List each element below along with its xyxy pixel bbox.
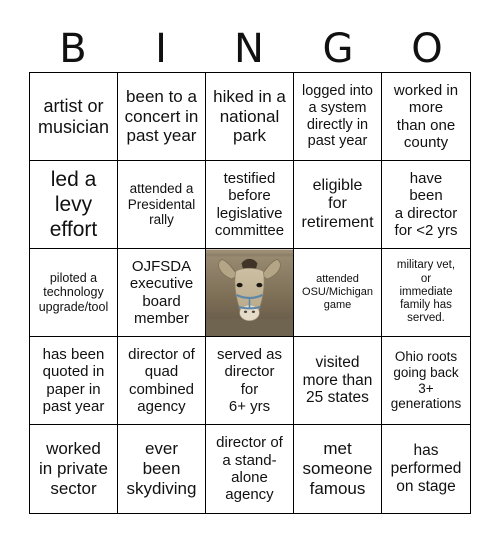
- bingo-cell-r1c2[interactable]: been to a concert in past year: [118, 73, 206, 161]
- bingo-cell-r5c5[interactable]: has performed on stage: [390, 442, 462, 495]
- bingo-header: [29, 26, 471, 72]
- bingo-cell-r5c4[interactable]: met someone famous: [294, 425, 382, 513]
- header-letter-i: I: [155, 26, 167, 72]
- bingo-cell-r5c1[interactable]: worked in private sector: [30, 425, 118, 513]
- bingo-cell-r2c5[interactable]: have been a director for <2 yrs: [382, 161, 470, 249]
- bingo-cell-r2c3[interactable]: testified before legislative committee: [206, 161, 294, 249]
- bingo-cell-r1c3[interactable]: hiked in a national park: [206, 73, 294, 161]
- bingo-cell-r1c4[interactable]: logged into a system directly in past year: [294, 73, 382, 161]
- bingo-cell-r3c1[interactable]: piloted a technology upgrade/tool: [30, 249, 118, 337]
- bingo-cell-r2c1[interactable]: led a levy effort: [30, 161, 118, 249]
- bingo-cell-r4c1[interactable]: has been quoted in paper in past year: [30, 337, 118, 425]
- header-letter-n: N: [234, 26, 264, 72]
- header-letter-b: B: [59, 26, 87, 72]
- bingo-cell-r3c2[interactable]: OJFSDA executive board member: [118, 249, 206, 337]
- bingo-cell-r2c2[interactable]: attended a Presidental rally: [118, 161, 206, 249]
- bingo-cell-r3c5[interactable]: military vet, or immediate family has served.: [382, 249, 470, 337]
- header-letter-g: G: [322, 26, 354, 72]
- bingo-cell-r4c2[interactable]: director of quad combined agency: [118, 337, 206, 425]
- bingo-card-grid: [29, 72, 471, 514]
- bingo-cell-r2c4[interactable]: eligible for retirement: [294, 161, 382, 249]
- bingo-cell-r5c3[interactable]: director of a stand- alone agency: [206, 425, 294, 513]
- donkey-photo-icon: [206, 249, 293, 337]
- bingo-cell-r1c5[interactable]: worked in more than one county: [382, 73, 470, 161]
- bingo-cell-r1c1[interactable]: artist or musician: [30, 73, 118, 161]
- bingo-cell-r4c5[interactable]: Ohio roots going back 3+ generations: [382, 337, 470, 425]
- header-letter-o: O: [411, 26, 443, 72]
- free-space-cell[interactable]: [206, 249, 294, 337]
- bingo-cell-r3c4[interactable]: attended OSU/Michigan game: [294, 249, 382, 337]
- bingo-cell-r5c2[interactable]: ever been skydiving: [118, 425, 206, 513]
- bingo-cell-r4c4[interactable]: visited more than 25 states: [294, 337, 382, 425]
- bingo-cell-r4c3[interactable]: served as director for 6+ yrs: [206, 337, 294, 425]
